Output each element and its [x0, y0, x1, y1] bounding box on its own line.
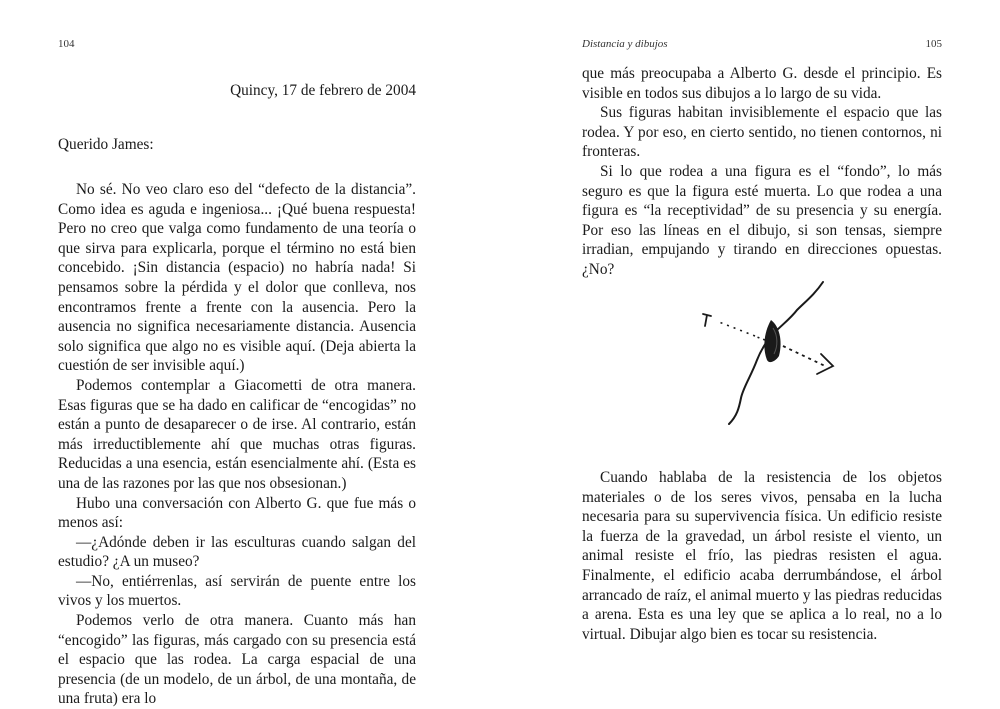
- right-page: [500, 0, 1000, 700]
- paragraph: No sé. No veo claro eso del “defecto de la distancia”. Como idea es aguda e ingeniosa... ¡Qué buena respuesta! Pero no creo que valga como fundamento de una teoría o que sirva para explicarla, porque el término no está bien concebido. ¡Sin distancia (espacio) no habría nada! Si pensamos sobre la pérdida y el dolor que conlleva, nos encontramos frente a frente con la ausencia. Pero la ausencia no significa necesariamente distancia. Ausencia solo significa que algo no es visible aquí. (Deja abierta la cuestión de ser invisible aquí.): [58, 181, 416, 375]
- letter-salutation: Querido James:: [58, 136, 154, 153]
- paragraph: Cuando hablaba de la resistencia de los objetos materiales o de los seres vivos, pensaba en la lucha necesaria para su supervivencia física. Un edificio resiste la fuerza de la gravedad, un árbol resiste el viento, un animal resiste el frío, las piedras resisten el agua. Finalmente, el edificio acaba derrumbándose, el árbol arrancado de raíz, el animal muerto y las piedras reducidas a arena. Esta es una ley que se aplica a lo real, no a lo virtual. Dibujar algo bien es tocar su resistencia.: [582, 469, 942, 643]
- paragraph: Podemos verlo de otra manera. Cuanto más han “encogido” las figuras, más cargado con su presencia está el espacio que las rodea. La carga espacial de una presencia (de un modelo, de un árbol, de una montaña, de una fruta) era lo: [58, 612, 416, 708]
- paragraph: —¿Adónde deben ir las esculturas cuando salgan del estudio? ¿A un museo?: [58, 533, 416, 571]
- right-body-text-bottom: [582, 468, 942, 644]
- paragraph: —No, entiérrenlas, así servirán de puente entre los vivos y los muertos.: [58, 572, 416, 610]
- paragraph: que más preocupaba a Alberto G. desde el principio. Es visible en todos sus dibujos a lo largo de su vida.: [582, 65, 942, 102]
- paragraph: Podemos contemplar a Giacometti de otra manera. Esas figuras que se ha dado en calificar de “encogidas” no están a punto de desaparecer o de irse. Al contrario, están más irreductiblemente ahí que muchas otras figuras. Reducidas a una esencia, están esencialmente ahí. (Esta es una de las razones por las que nos obsesionan.): [58, 376, 416, 492]
- ink-drawing-illustration: [675, 280, 845, 430]
- paragraph: Hubo una conversación con Alberto G. que fue más o menos así:: [58, 494, 416, 532]
- right-body-text-top: [582, 64, 942, 280]
- paragraph: Si lo que rodea a una figura es el “fondo”, lo más seguro es que la figura esté muerta. Lo que rodea a una figura es “la receptividad” de su presencia y su energía. Por eso las líneas en el dibujo, si son tensas, siempre irradian, empujando y tirando en direcciones opuestas. ¿No?: [582, 162, 942, 278]
- page-number-left: 104: [58, 38, 75, 50]
- left-page: [0, 0, 500, 708]
- running-head: Distancia y dibujos: [582, 38, 668, 50]
- paragraph: Sus figuras habitan invisiblemente el espacio que las rodea. Y por eso, en cierto sentido, no tienen contornos, ni fronteras.: [582, 104, 942, 161]
- page-number-right: 105: [925, 38, 942, 50]
- letter-dateline: Quincy, 17 de febrero de 2004: [230, 82, 416, 99]
- left-body-text: [58, 180, 416, 709]
